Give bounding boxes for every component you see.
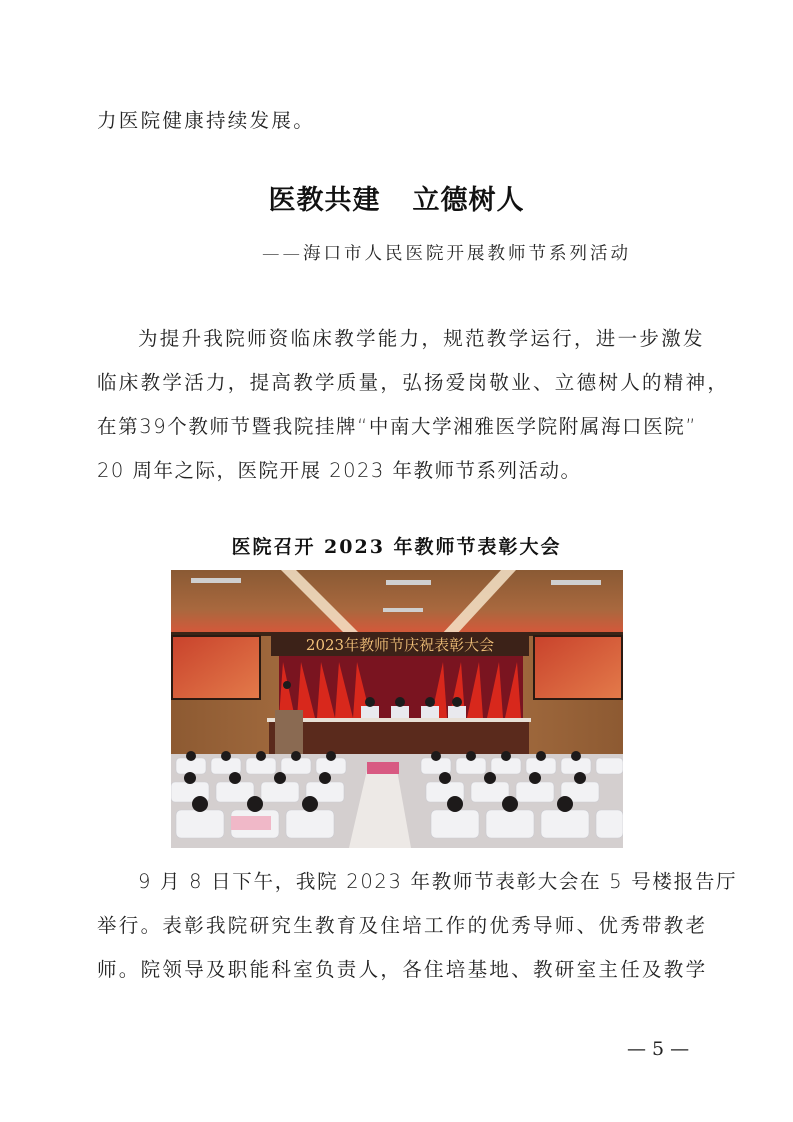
paragraph-line: 在第39个教师节暨我院挂牌“中南大学湘雅医学院附属海口医院” [97, 415, 698, 438]
paragraph-line: 师。院领导及职能科室负责人，各住培基地、教研室主任及教学 [97, 958, 708, 981]
paragraph-line: 为提升我院师资临床教学能力，规范教学运行，进一步激发 [138, 327, 705, 350]
conference-photo [171, 570, 623, 848]
article-title [0, 178, 793, 217]
banner-text: 2023年教师节庆祝表彰大会 [305, 636, 495, 654]
paragraph-line: 20 周年之际，医院开展 2023 年教师节系列活动。 [97, 459, 582, 482]
section-heading: 医院召开 2023 年教师节表彰大会 [231, 536, 562, 558]
page-number: — 5 — [627, 1038, 690, 1060]
title-part-2: 立德树人 [412, 185, 525, 216]
paragraph-line: 举行。表彰我院研究生教育及住培工作的优秀导师、优秀带教老 [97, 914, 708, 937]
paragraph-line: 9 月 8 日下午，我院 2023 年教师节表彰大会在 5 号楼报告厅 [138, 870, 738, 893]
paragraph-line: 临床教学活力，提高教学质量，弘扬爱岗敬业、立德树人的精神， [97, 371, 730, 394]
title-part-1: 医教共建 [268, 185, 381, 216]
continuation-line: 力医院健康持续发展。 [97, 109, 316, 132]
article-subtitle: ——海口市人民医院开展教师节系列活动 [262, 244, 631, 264]
